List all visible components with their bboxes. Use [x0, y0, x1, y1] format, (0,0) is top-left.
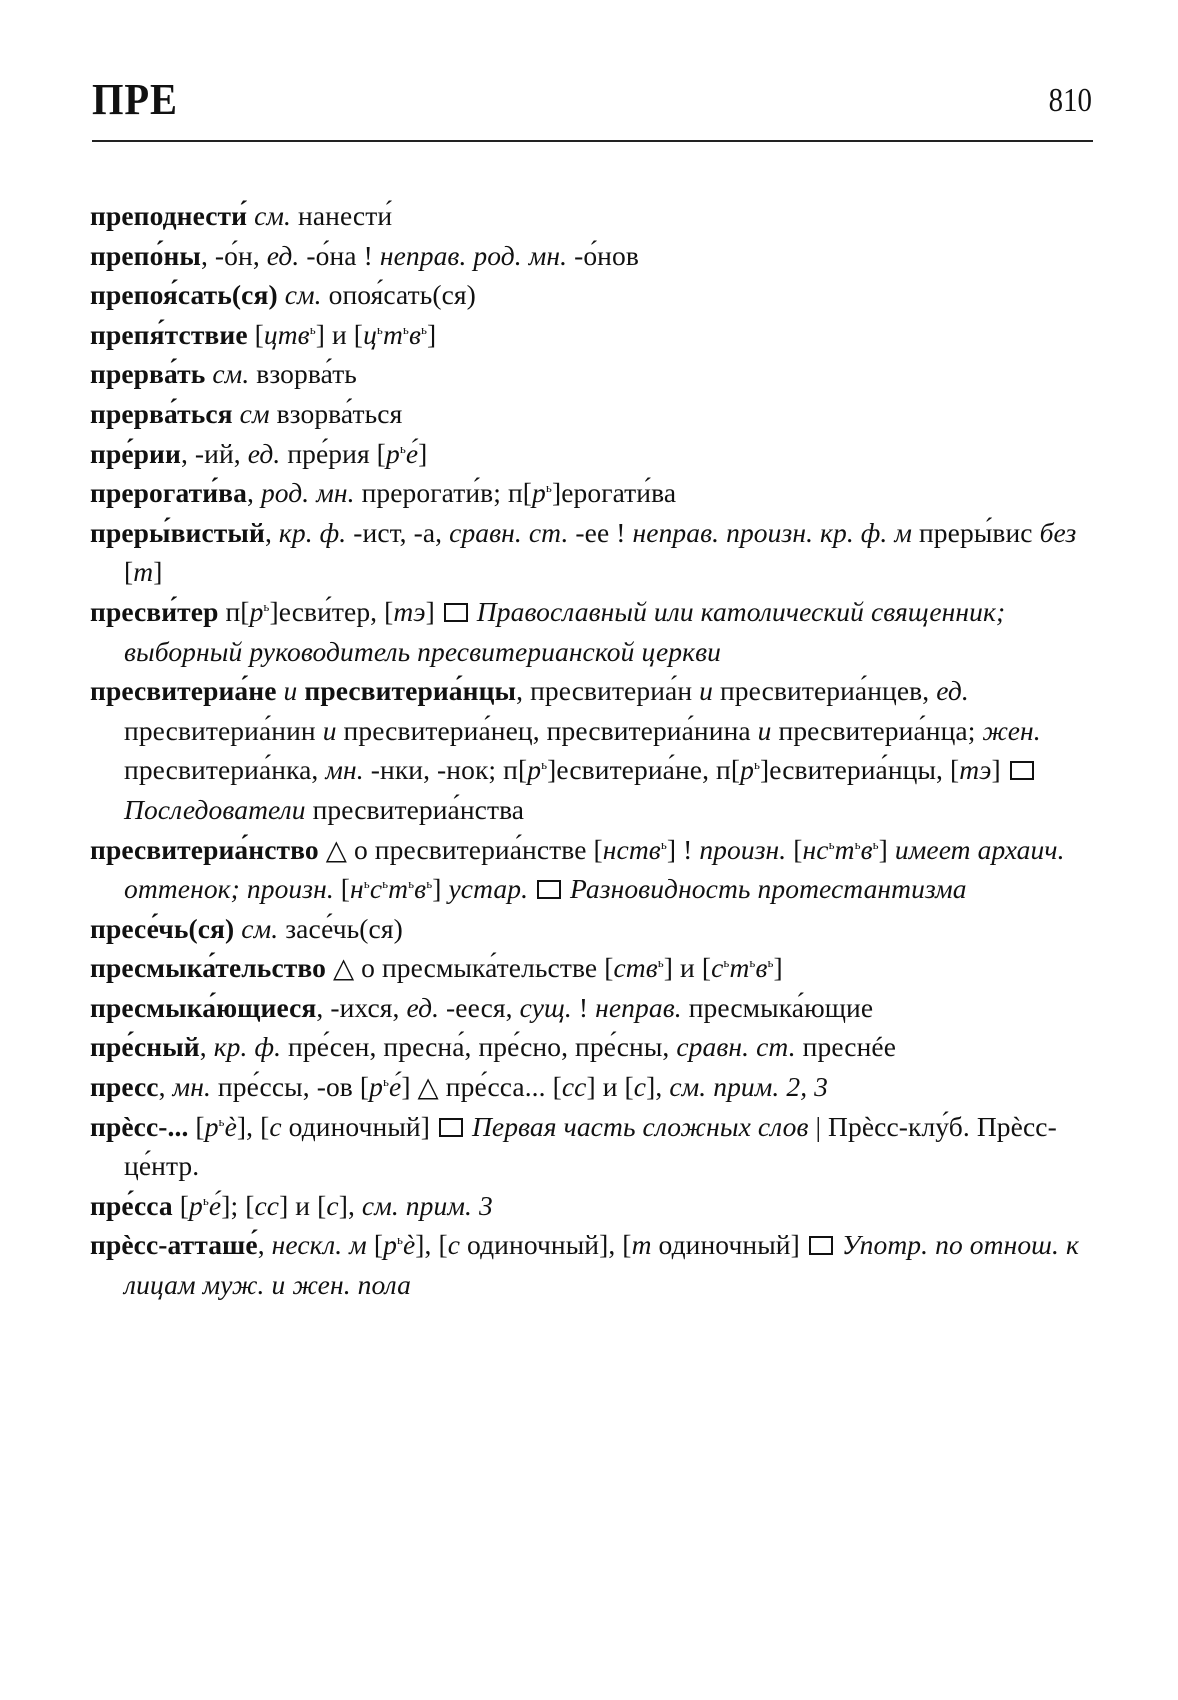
softness-mark: ь — [426, 876, 433, 892]
grammar-note: см. прим. 2, 3 — [669, 1071, 829, 1103]
headword: пресе́чь(ся) — [90, 912, 235, 944]
grammar-note: сравн. ст. — [449, 516, 569, 548]
grammar-note: с — [369, 873, 383, 905]
dictionary-entry — [90, 671, 1094, 829]
grammar-note: è — [402, 1229, 416, 1261]
entry-text: прерогати́в; п[ — [354, 477, 533, 509]
entry-text — [277, 675, 284, 706]
entry-text: | Прèсс-клу́б. Прèсс-це́нтр. — [124, 1110, 1057, 1182]
grammar-note: р — [249, 595, 264, 627]
headword: прерогати́ва — [90, 477, 247, 509]
softness-mark: ь — [767, 955, 774, 971]
headword: прèсс-атташе́ — [90, 1229, 258, 1261]
grammar-note: мн. — [172, 1071, 211, 1103]
dictionary-entry — [90, 592, 1094, 671]
entry-text: -ист, -а, — [346, 516, 450, 548]
dictionary-entry — [90, 275, 1094, 315]
entry-text: [ — [172, 1189, 190, 1221]
softness-mark: ь — [309, 321, 316, 337]
definition-box-icon — [537, 880, 561, 899]
grammar-note: сс — [561, 1071, 587, 1103]
dictionary-entry — [90, 1225, 1094, 1304]
entry-text — [278, 279, 285, 310]
dictionary-entry — [90, 1027, 1094, 1067]
grammar-note: неправ. произн. кр. ф. м — [632, 516, 913, 548]
headword: преподнести́ — [90, 200, 248, 231]
grammar-note: ед. — [936, 675, 969, 707]
entry-text — [233, 398, 240, 429]
entry-text: пресвитериа́нец, пресвитериа́нина — [336, 714, 758, 746]
grammar-note: нств — [602, 833, 661, 865]
entry-text: ] — [153, 556, 163, 588]
entry-text: ] — [432, 873, 449, 905]
entry-text: , пресвитериа́н — [516, 675, 700, 707]
entry-text: преры́вис — [912, 516, 1040, 548]
grammar-note: имеет архаич. оттенок; произн. — [124, 833, 1065, 905]
grammar-note: с — [633, 1071, 647, 1103]
entry-text: [ — [366, 1229, 384, 1261]
entry-text: ]есвитериа́нцы, [ — [760, 754, 960, 786]
softness-mark: ь — [749, 955, 756, 971]
entry-text: -о́на ! — [299, 239, 380, 271]
grammar-note: тэ — [959, 754, 992, 786]
headword: прерва́ть — [90, 358, 206, 390]
entry-text: [ — [188, 1110, 205, 1142]
dictionary-entry — [90, 196, 1094, 236]
entry-text: одиночный] — [651, 1229, 807, 1261]
grammar-note: р — [385, 437, 400, 469]
grammar-note: в — [755, 952, 768, 984]
grammar-note: н — [350, 873, 364, 905]
entry-text: , -ихся, — [316, 991, 407, 1023]
softness-mark: ь — [363, 876, 370, 892]
headword: прерва́ться — [90, 397, 233, 429]
entry-text: засе́чь(ся) — [278, 912, 403, 944]
grammar-note: кр. ф. — [213, 1031, 282, 1063]
softness-mark: ь — [753, 757, 760, 773]
dictionary-entry — [90, 830, 1094, 909]
headword: препо́ны — [90, 239, 201, 271]
entry-text: ] — [991, 754, 1008, 786]
grammar-note: сравн. ст. — [676, 1031, 796, 1063]
softness-mark: ь — [382, 1074, 390, 1090]
entry-text: , — [246, 477, 261, 509]
entry-text: ! — [571, 991, 596, 1023]
headword: пресвитериа́нство — [90, 833, 319, 865]
headword: препоя́сать(ся) — [90, 279, 278, 311]
entry-text: пресвитериа́нка, — [124, 754, 326, 786]
grammar-note: р — [189, 1189, 203, 1221]
grammar-note: ств — [613, 952, 658, 984]
entry-text: преснée — [795, 1031, 897, 1063]
headword: прèсс-... — [90, 1110, 189, 1142]
page-number: 810 — [1048, 82, 1092, 119]
grammar-note: в — [414, 873, 427, 905]
entry-text: одиночный] — [281, 1110, 437, 1142]
entry-text: ] и [ — [315, 318, 364, 350]
entry-text: опоя́сать(ся) — [321, 279, 476, 311]
grammar-note: мн. — [325, 754, 364, 786]
entry-text: пресвитериа́нства — [305, 793, 525, 825]
dictionary-entry — [90, 1107, 1094, 1186]
entry-text: ], [ — [415, 1229, 448, 1261]
grammar-note: т — [388, 873, 409, 905]
grammar-note: е́ — [208, 1189, 222, 1221]
softness-mark: ь — [723, 955, 730, 971]
grammar-note: р — [204, 1110, 219, 1142]
headword: пре́сса — [90, 1189, 173, 1221]
entry-text: ] — [418, 437, 428, 469]
softness-mark: ь — [421, 321, 428, 337]
entry-text: ] ! — [666, 833, 700, 865]
entry-text: ] и [ — [586, 1071, 634, 1103]
entry-text: пресвитериа́нин — [124, 714, 323, 746]
grammar-note: è — [224, 1110, 237, 1142]
entry-text: ], [ — [236, 1110, 270, 1142]
grammar-note: ед. — [247, 437, 281, 469]
grammar-note: кр. ф. — [278, 516, 347, 548]
grammar-note: р — [740, 754, 754, 786]
headword: пресс — [90, 1071, 159, 1103]
grammar-note: сущ. — [519, 991, 572, 1023]
grammar-note: Православный или католический священник; выборный руководитель пресвитерианской церкви — [124, 595, 1006, 667]
softness-mark: ь — [545, 480, 552, 496]
entry-text: ]; [ — [221, 1189, 255, 1221]
entry-text: [ — [247, 318, 264, 350]
grammar-note: в — [860, 833, 873, 865]
entry-text: [ — [124, 556, 134, 588]
dictionary-entry — [90, 434, 1094, 474]
headword: пресвитериа́нцы — [304, 675, 517, 707]
softness-mark: ь — [402, 321, 409, 337]
definition-box-icon — [439, 1118, 463, 1137]
headword: пресмыка́тельство — [90, 952, 326, 984]
grammar-note: р — [532, 477, 546, 509]
entry-text: нанести́ — [291, 200, 393, 231]
grammar-note: р — [383, 1229, 397, 1261]
headword: пре́рии — [90, 437, 181, 469]
grammar-note: т — [729, 952, 750, 984]
entry-text: пресвитериа́нцев, — [713, 675, 937, 707]
headword: преры́вистый — [90, 516, 265, 548]
entry-text — [470, 596, 477, 627]
grammar-note: е́ — [405, 437, 419, 469]
running-head: ПРЕ — [92, 75, 178, 124]
entry-text: , — [158, 1071, 173, 1103]
grammar-note: устар. — [448, 873, 529, 905]
definition-box-icon — [444, 603, 468, 622]
entry-text: одиночный], [ — [460, 1229, 632, 1261]
dictionary-entries — [90, 196, 1094, 1305]
entry-text: ] △ пре́сса... [ — [401, 1071, 562, 1103]
grammar-note: и — [699, 675, 713, 707]
entry-text: взорва́ться — [269, 397, 403, 429]
entry-text: -нки, -нок; п[ — [363, 754, 528, 786]
dictionary-entry — [90, 473, 1094, 513]
softness-mark: ь — [382, 876, 389, 892]
grammar-note: с — [269, 1110, 282, 1142]
entry-text: , — [257, 1229, 272, 1261]
grammar-note: т — [133, 556, 154, 588]
grammar-note: жен. — [982, 714, 1041, 746]
page-header — [92, 75, 1092, 140]
softness-mark: ь — [854, 836, 861, 852]
headword: препя́тствие — [90, 318, 248, 350]
entry-text: ] и [ — [279, 1189, 327, 1221]
dictionary-entry — [90, 909, 1094, 949]
entry-text: -о́нов — [567, 239, 639, 271]
dictionary-entry — [90, 513, 1094, 592]
entry-text — [563, 873, 570, 904]
grammar-note: сс — [254, 1189, 280, 1221]
entry-text: пресмыка́ющие — [681, 991, 874, 1023]
entry-text: ]есви́тер, [ — [269, 595, 394, 627]
grammar-note: с — [326, 1189, 339, 1221]
softness-mark: ь — [396, 1232, 403, 1248]
grammar-note: ц — [363, 318, 377, 350]
entry-text: взорва́ть — [249, 358, 357, 390]
softness-mark: ь — [218, 1113, 225, 1129]
grammar-note: цтв — [263, 318, 310, 350]
dictionary-entry — [90, 236, 1094, 276]
entry-text: [ — [333, 873, 351, 905]
grammar-note: р — [369, 1071, 383, 1103]
grammar-note: Первая часть сложных слов — [471, 1110, 809, 1142]
grammar-note: тэ — [393, 595, 426, 627]
entry-text: ], — [338, 1189, 362, 1221]
dictionary-entry — [90, 315, 1094, 355]
headword: пресмыка́ющиеся — [90, 991, 317, 1023]
entry-text: , — [199, 1031, 214, 1063]
softness-mark: ь — [541, 757, 548, 773]
dictionary-entry — [90, 354, 1094, 394]
grammar-note: Употр. по отнош. к лицам муж. и жен. пола — [124, 1229, 1079, 1301]
grammar-note: т — [631, 1229, 652, 1261]
entry-text: ]ерогати́ва — [551, 477, 677, 509]
entry-text — [465, 1111, 472, 1142]
dictionary-entry — [90, 394, 1094, 434]
headword: пре́сный — [90, 1031, 200, 1063]
headword: пресвитериа́не — [90, 675, 277, 707]
grammar-note: см. прим. 3 — [361, 1189, 493, 1221]
grammar-note: т — [834, 833, 855, 865]
entry-text: , — [264, 516, 279, 548]
grammar-note: нс — [802, 833, 829, 865]
softness-mark: ь — [408, 876, 415, 892]
grammar-note: ед. — [266, 239, 300, 271]
entry-text: ]есвитериа́не, п[ — [547, 754, 741, 786]
entry-text: ] и [ — [663, 952, 712, 984]
grammar-note: см — [239, 397, 270, 429]
entry-text: п[ — [218, 595, 250, 627]
softness-mark: ь — [872, 836, 879, 852]
grammar-note: и — [283, 675, 298, 707]
entry-text: -ееся, — [439, 991, 520, 1023]
softness-mark: ь — [376, 321, 383, 337]
entry-text: △ о пресвитериа́нстве [ — [318, 833, 603, 865]
entry-text: пре́ссы, -ов [ — [210, 1071, 370, 1103]
entry-text: ] — [425, 595, 442, 627]
grammar-note: т — [382, 318, 403, 350]
grammar-note: и — [322, 714, 337, 746]
header-rule — [92, 140, 1093, 142]
entry-text: пресвитериа́нца; — [771, 714, 983, 746]
definition-box-icon — [809, 1236, 833, 1255]
grammar-note: ед. — [406, 991, 440, 1023]
grammar-note: произн. — [699, 833, 787, 865]
grammar-note: Разновидность протестантизма — [570, 873, 967, 905]
grammar-note: с — [711, 952, 724, 984]
softness-mark: ь — [399, 440, 406, 456]
entry-text: -ее ! — [568, 516, 633, 548]
grammar-note: нескл. м — [271, 1229, 367, 1261]
dictionary-entry — [90, 1067, 1094, 1107]
softness-mark: ь — [202, 1192, 209, 1208]
grammar-note: без — [1039, 516, 1077, 548]
definition-box-icon — [1010, 761, 1034, 780]
grammar-note: р — [527, 754, 542, 786]
entry-text: ] — [427, 318, 437, 350]
dictionary-entry — [90, 948, 1094, 988]
entry-text: , -о́н, — [200, 239, 267, 271]
entry-text: ], — [646, 1071, 670, 1103]
entry-text: [ — [786, 833, 803, 865]
entry-text: ] — [878, 833, 895, 865]
grammar-note: см. — [284, 279, 322, 311]
grammar-note: в — [408, 318, 421, 350]
softness-mark: ь — [660, 836, 667, 852]
headword: пресви́тер — [90, 595, 219, 627]
grammar-note: е́ — [389, 1071, 402, 1103]
grammar-note: Последователи — [124, 793, 306, 825]
entry-text: пре́сен, пресна́, пре́сно, пре́сны, — [281, 1031, 677, 1063]
dictionary-entry — [90, 988, 1094, 1028]
grammar-note: неправ. род. мн. — [379, 239, 568, 271]
entry-text: △ о пресмыка́тельстве [ — [325, 952, 614, 984]
entry-text — [528, 873, 535, 904]
grammar-note: см. — [254, 200, 292, 231]
entry-text: ] — [773, 952, 783, 984]
softness-mark: ь — [828, 836, 835, 852]
grammar-note: с — [447, 1229, 461, 1261]
grammar-note: см. — [241, 912, 279, 944]
entry-text: , -ий, — [180, 437, 248, 469]
entry-text — [835, 1229, 842, 1260]
dictionary-entry — [90, 1186, 1094, 1226]
entry-text: пре́рия [ — [280, 437, 386, 469]
grammar-note: и — [757, 714, 772, 746]
grammar-note: род. мн. — [260, 477, 355, 509]
grammar-note: неправ. — [595, 991, 682, 1023]
grammar-note: см. — [212, 358, 250, 390]
softness-mark: ь — [657, 955, 664, 971]
softness-mark: ь — [263, 598, 270, 614]
